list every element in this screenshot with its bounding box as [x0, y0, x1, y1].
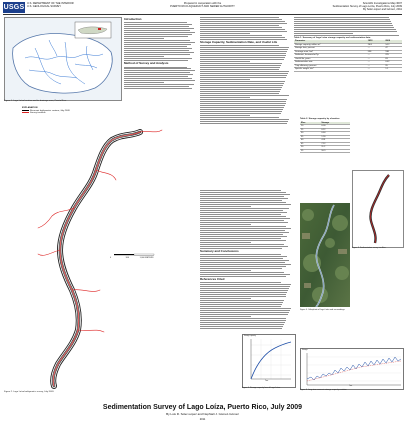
text-line — [200, 109, 283, 110]
text-line — [200, 312, 289, 313]
fig2-caption: Figure 2. Lago Loíza bathymetric survey, July 2009. — [4, 391, 55, 393]
text-line — [200, 121, 288, 122]
text-line — [200, 226, 286, 227]
text-line — [200, 81, 285, 82]
table2-body — [300, 125, 350, 153]
text-line — [200, 292, 287, 293]
text-line — [200, 258, 283, 259]
table2 — [300, 122, 350, 154]
text-line — [200, 236, 287, 237]
table1-cell: Sedimentation rate — [294, 61, 367, 65]
table1-cell: 26.8 — [367, 43, 385, 47]
text-line — [200, 302, 283, 303]
text-line — [200, 210, 283, 211]
text-line — [200, 224, 251, 225]
table2-cell: 40 — [300, 139, 320, 143]
text-line — [200, 256, 287, 257]
text-line — [200, 306, 281, 307]
cooperation-line-1: Prepared in cooperation with the — [183, 2, 222, 5]
text-line — [124, 48, 192, 49]
explanation-trackline-label: Survey trackline — [30, 112, 46, 115]
text-line — [200, 87, 282, 88]
text-line — [124, 40, 190, 41]
text-line — [200, 91, 280, 92]
text-line — [200, 51, 287, 52]
table2-cell: 55 — [300, 149, 320, 153]
text-line — [200, 202, 286, 203]
text-line — [124, 30, 190, 31]
fig6-xlabel: Year — [349, 385, 353, 387]
text-line — [200, 200, 282, 201]
text-line — [200, 288, 289, 289]
text-line — [200, 230, 285, 231]
text-line — [200, 282, 281, 283]
text-line — [200, 190, 281, 191]
text-line — [200, 270, 251, 271]
text-line — [200, 85, 283, 86]
storage-loss-chart — [242, 334, 296, 388]
bathymetric-map-svg — [4, 118, 196, 390]
table2-cell: 25 — [300, 128, 320, 132]
text-line — [200, 324, 284, 325]
table2-cell: 16.9 — [320, 149, 350, 153]
text-line — [200, 27, 282, 28]
table2-header-cell: Storage — [320, 122, 350, 125]
center-column — [200, 17, 290, 125]
text-line — [200, 274, 290, 275]
text-line — [294, 23, 392, 24]
text-line — [200, 47, 289, 48]
text-line — [200, 31, 287, 32]
text-line — [200, 107, 284, 108]
fig6-caption: Figure 6. Long-term reservoir storage capacity variation. — [300, 389, 347, 391]
text-line — [294, 19, 390, 20]
scale-bar-labels — [110, 257, 170, 260]
table1-header-cell: Parameter — [294, 40, 367, 43]
text-line — [200, 234, 283, 235]
table2-cell: 7.12 — [320, 142, 350, 146]
report-id-line-3: By Soler-López and Gómez, 2011 — [363, 8, 402, 11]
text-line — [200, 204, 291, 205]
text-line — [200, 296, 286, 297]
text-line — [200, 194, 290, 195]
table1-cell: 0.42 — [384, 61, 402, 65]
text-line — [294, 33, 353, 34]
trackline-swatch — [22, 112, 29, 113]
text-line — [200, 290, 288, 291]
text-line — [200, 238, 281, 239]
table2-cell: 45 — [300, 142, 320, 146]
text-line — [124, 38, 164, 39]
table1-cell: Trap efficiency, percent — [294, 64, 367, 68]
text-line — [200, 37, 285, 38]
text-line — [200, 25, 279, 26]
text-line — [200, 198, 288, 199]
text-line — [200, 242, 251, 243]
trackline-map-svg — [353, 171, 403, 247]
center-text-lines-d — [200, 254, 292, 277]
text-line — [124, 76, 188, 77]
scale-label-right: 1,000 METERS — [139, 257, 154, 259]
text-line — [200, 17, 279, 18]
table1-cell: — — [367, 64, 385, 68]
cooperation-block — [140, 2, 265, 8]
text-line — [124, 78, 192, 79]
text-line — [200, 123, 287, 124]
summary-heading: Summary and Conclusions — [200, 248, 239, 253]
text-line — [124, 74, 193, 75]
text-line — [200, 268, 282, 269]
table1-cell: 225 — [384, 54, 402, 58]
table2-row — [300, 149, 350, 153]
text-line — [200, 83, 284, 84]
orthophoto — [300, 203, 350, 307]
text-line — [200, 294, 286, 295]
text-line — [200, 316, 251, 317]
table1-cell: — — [367, 61, 385, 65]
storage-loss-chart-svg — [243, 335, 295, 387]
text-line — [200, 33, 250, 34]
header-rule — [3, 14, 402, 15]
text-line — [124, 50, 189, 51]
report-id-block — [300, 2, 402, 11]
text-line — [124, 84, 194, 85]
right-text-lines-a — [294, 17, 402, 36]
text-line — [200, 61, 250, 62]
table1-cell: 47 — [384, 47, 402, 51]
text-line — [200, 97, 250, 98]
text-line — [124, 86, 189, 87]
text-line — [294, 21, 391, 22]
text-line — [200, 111, 282, 112]
text-line — [200, 29, 285, 30]
explanation-title: EXPLANATION — [22, 107, 38, 109]
text-line — [200, 45, 279, 46]
report-id-line-1: Scientific Investigations Map 3007 — [362, 2, 402, 5]
table1-cell: Useful life, years — [294, 57, 367, 61]
methods-heading: Method of Survey and Analysis — [124, 61, 169, 66]
table1-header-cell: 2009 — [384, 40, 402, 43]
location-map-svg — [5, 18, 121, 100]
fig1-caption: Figure 1. Lago Loíza location and its drainage area, Puerto Rico. — [4, 100, 67, 102]
text-line — [200, 59, 284, 60]
methods-text-lines — [124, 67, 196, 90]
usgs-logo: USGS — [3, 4, 25, 11]
cooperation-line-2: PUERTO RICO AQUEDUCT AND SEWER AUTHORITY — [170, 5, 235, 8]
scale-bar — [114, 254, 154, 255]
text-line — [200, 310, 290, 311]
text-line — [200, 322, 285, 323]
text-line — [124, 56, 164, 57]
fig4-caption: Figure 4. Orthophoto of Lago Loíza and surroundings. — [300, 309, 346, 311]
text-line — [200, 95, 289, 96]
text-line — [200, 314, 288, 315]
text-line — [200, 284, 291, 285]
text-line — [200, 65, 281, 66]
table1-cell: — — [367, 54, 385, 58]
text-line — [200, 232, 289, 233]
text-line — [124, 54, 190, 55]
text-line — [200, 55, 286, 56]
scale-label-0: 0 — [110, 257, 112, 259]
text-line — [200, 101, 286, 102]
text-line — [200, 228, 291, 229]
table1-cell: 63 — [384, 57, 402, 61]
text-line — [294, 27, 394, 28]
storage-variation-chart-svg — [301, 349, 403, 389]
references-lines — [200, 282, 292, 329]
text-line — [200, 105, 285, 106]
text-line — [124, 26, 189, 27]
center-text-lines-b — [200, 45, 290, 123]
map-explanation — [22, 107, 82, 115]
text-line — [200, 212, 287, 213]
table1-cell: — — [367, 47, 385, 51]
table1-cell: Storage capacity, million m³ — [294, 43, 367, 47]
table1-cell: 1.1 — [384, 68, 402, 72]
text-line — [294, 35, 399, 36]
text-line — [200, 75, 287, 76]
table2-cell: 0.64 — [320, 132, 350, 136]
storage-variation-chart — [300, 348, 404, 390]
fig5-caption: Figure 5. Storage capacity loss of Lago Loíza. — [242, 387, 281, 389]
text-line — [200, 206, 251, 207]
text-line — [124, 72, 190, 73]
table1-cell: Drainage area, km² — [294, 50, 367, 54]
map-authors: By Luis R. Soler-López and Nephtalí J. Gómez-Gómez — [166, 412, 239, 416]
center-lower-column — [200, 190, 292, 330]
text-line — [200, 328, 282, 329]
table1-cell: Storage loss, percent — [294, 47, 367, 51]
table1-body — [294, 43, 402, 71]
table2-cell: 50 — [300, 146, 320, 150]
text-line — [124, 24, 192, 25]
text-line — [200, 244, 284, 245]
intro-text-lines — [124, 22, 196, 61]
trackline-map — [352, 170, 404, 248]
text-line — [200, 49, 288, 50]
table2-cell: 0.12 — [320, 128, 350, 132]
text-line — [294, 17, 389, 18]
fig5-ylabel: Storage capacity — [244, 336, 256, 337]
table1-block — [294, 17, 402, 72]
contour-line-swatch — [22, 110, 29, 111]
fig6-ylabel: Storage — [302, 350, 308, 351]
text-line — [200, 67, 280, 68]
orthophoto-svg — [300, 203, 350, 307]
table2-cell: 30 — [300, 132, 320, 136]
table1-cell: 538 — [384, 50, 402, 54]
text-line — [200, 117, 279, 118]
explanation-contour-label: Reservoir bathymetric contour, July 2009 — [30, 109, 70, 112]
storage-heading: Storage Capacity, Sedimentation Rate, and Useful Life — [200, 39, 278, 44]
text-line — [124, 58, 192, 59]
text-line — [200, 240, 286, 241]
text-line — [200, 19, 282, 20]
fig3-caption: Figure 3. Sedimentation survey trackline. — [352, 247, 387, 249]
text-line — [200, 119, 289, 120]
text-line — [200, 23, 287, 24]
text-line — [200, 214, 281, 215]
text-line — [124, 32, 195, 33]
table2-block — [300, 118, 350, 153]
text-line — [200, 254, 281, 255]
table1-cell: 95 — [384, 64, 402, 68]
text-line — [200, 298, 251, 299]
agency-line-1: U.S. DEPARTMENT OF THE INTERIOR — [27, 2, 74, 5]
table1-cell: 14.2 — [384, 43, 402, 47]
table2-cell: 4.01 — [320, 139, 350, 143]
text-line — [200, 318, 286, 319]
text-line — [200, 99, 287, 100]
table1-row — [294, 68, 402, 72]
scale-label-mid: 500 — [125, 257, 130, 259]
intro-column — [124, 17, 196, 90]
text-line — [124, 80, 195, 81]
text-line — [200, 220, 284, 221]
text-line — [200, 218, 290, 219]
text-line — [200, 192, 286, 193]
text-line — [200, 262, 285, 263]
text-line — [200, 300, 284, 301]
text-line — [200, 53, 286, 54]
bathymetric-map — [4, 118, 196, 390]
text-line — [200, 103, 286, 104]
text-line — [124, 46, 187, 47]
text-line — [200, 113, 281, 114]
table1-cell: 538 — [367, 50, 385, 54]
table2-cell: 11.2 — [320, 146, 350, 150]
text-line — [294, 29, 396, 30]
text-line — [200, 320, 286, 321]
table1 — [294, 40, 402, 72]
table1-cell: — — [367, 57, 385, 61]
table1-cell: Specific weight, t/m³ — [294, 68, 367, 72]
text-line — [294, 25, 393, 26]
text-line — [200, 264, 291, 265]
text-line — [200, 222, 288, 223]
text-line — [200, 79, 250, 80]
text-line — [124, 34, 192, 35]
table2-cell: 20 — [300, 125, 320, 129]
text-line — [200, 260, 289, 261]
text-line — [124, 67, 187, 68]
text-line — [200, 69, 279, 70]
table1-cell: Sediment, thousand m³/yr — [294, 54, 367, 58]
text-line — [200, 326, 283, 327]
text-line — [200, 196, 284, 197]
text-line — [124, 82, 164, 83]
text-line — [124, 36, 188, 37]
text-line — [200, 77, 286, 78]
text-line — [200, 308, 291, 309]
map-title: Sedimentation Survey of Lago Loíza, Puerto Rico, July 2009 — [102, 404, 303, 411]
table1-header-cell: 1953 — [367, 40, 385, 43]
text-line — [124, 68, 191, 69]
text-line — [200, 89, 281, 90]
text-line — [294, 31, 397, 32]
text-line — [124, 52, 194, 53]
text-line — [200, 73, 288, 74]
table2-cell: 0.00 — [320, 125, 350, 129]
references-heading: References Cited — [200, 276, 225, 281]
intro-heading: Introduction — [124, 17, 142, 21]
location-map — [4, 17, 122, 101]
text-line — [200, 63, 282, 64]
table1-cell: — — [367, 68, 385, 72]
table2-cell: 1.90 — [320, 135, 350, 139]
map-year: 2011 — [199, 417, 206, 421]
text-line — [124, 70, 195, 71]
text-line — [124, 28, 194, 29]
table2-cell: 35 — [300, 135, 320, 139]
agency-line-2: U.S. GEOLOGICAL SURVEY — [27, 5, 62, 8]
agency-block — [27, 2, 97, 8]
text-line — [200, 115, 250, 116]
text-line — [200, 93, 279, 94]
text-line — [124, 22, 187, 23]
center-text-lines-a — [200, 17, 290, 40]
text-line — [200, 21, 285, 22]
text-line — [200, 304, 282, 305]
text-line — [124, 42, 195, 43]
text-line — [200, 57, 285, 58]
report-id-line-2: Sedimentation Survey of Lago Loíza, Puerto Rico, July 2009 — [332, 5, 402, 8]
text-line — [200, 266, 286, 267]
fig5-xlabel: Year — [265, 381, 269, 382]
table2-header-cell: Elev. — [300, 122, 320, 125]
text-line — [200, 208, 289, 209]
text-line — [124, 44, 191, 45]
text-line — [200, 216, 286, 217]
table1-title: Table 1. Summary of Lago Loíza storage capacity and sedimentation data. — [294, 36, 371, 39]
text-line — [200, 35, 282, 36]
center-text-lines-c — [200, 190, 292, 248]
text-line — [200, 286, 290, 287]
text-line — [200, 71, 289, 72]
table2-title: Table 2. Storage capacity by elevation. — [300, 118, 340, 120]
text-line — [200, 272, 284, 273]
text-line — [124, 88, 192, 89]
text-line — [200, 246, 288, 247]
